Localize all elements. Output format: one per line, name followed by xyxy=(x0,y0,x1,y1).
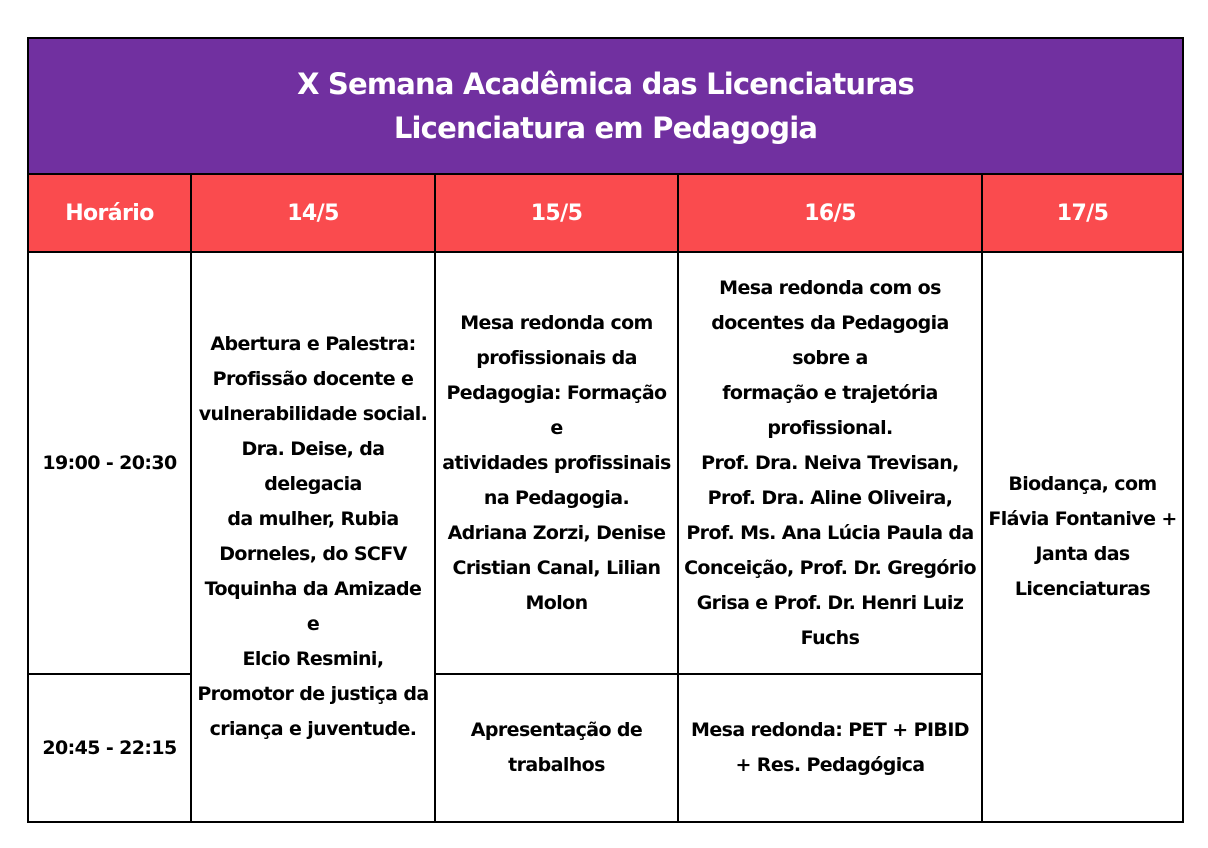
session-text: Biodança, com Flávia Fontanive + Janta das Licenciaturas xyxy=(988,473,1177,600)
title-row xyxy=(28,38,1183,174)
column-header-day-17: 17/5 xyxy=(982,174,1183,252)
session-16-roundtable xyxy=(678,674,982,822)
session-15-panel xyxy=(435,252,678,674)
session-14-opening xyxy=(191,252,435,822)
column-header-day-16: 16/5 xyxy=(678,174,982,252)
column-header-time: Horário xyxy=(28,174,191,252)
schedule-table xyxy=(27,37,1184,823)
column-header-day-15: 15/5 xyxy=(435,174,678,252)
session-text: Mesa redonda com os docentes da Pedagogia sobre a formação e trajetória profissional. Prof. Dra. Neiva Trevisan, Prof. Dra. Aline Oliveira, Prof. Ms. Ana Lúcia Paula da Conceição, Prof. Dr. Gregório Grisa e Prof. Dr. Henri Luiz Fuchs xyxy=(684,276,976,649)
title-banner xyxy=(28,38,1183,174)
session-text: Mesa redonda com profissionais da Pedagogia: Formação e atividades profissinais na Pedagogia. Adriana Zorzi, Denise Cristian Canal, Lilian Molon xyxy=(442,311,671,614)
session-15-presentations xyxy=(435,674,678,822)
session-text: Mesa redonda: PET + PIBID + Res. Pedagógica xyxy=(691,719,969,776)
session-text: Abertura e Palestra: Profissão docente e vulnerabilidade social. Dra. Deise, da delegacia da mulher, Rubia Dorneles, do SCFV Toquinha da Amizade e Elcio Resmini, Promotor de justiça da criança e juventude. xyxy=(197,333,429,740)
time-slot-1: 19:00 - 20:30 xyxy=(28,252,191,674)
schedule-row xyxy=(28,252,1183,674)
column-header-day-14: 14/5 xyxy=(191,174,435,252)
session-text: Apresentação de trabalhos xyxy=(470,719,643,776)
session-16-panel xyxy=(678,252,982,674)
event-title: X Semana Acadêmica das Licenciaturas xyxy=(297,67,914,101)
header-row xyxy=(28,174,1183,252)
session-17-biodanca xyxy=(982,252,1183,822)
course-subtitle: Licenciatura em Pedagogia xyxy=(393,111,818,145)
time-slot-2: 20:45 - 22:15 xyxy=(28,674,191,822)
